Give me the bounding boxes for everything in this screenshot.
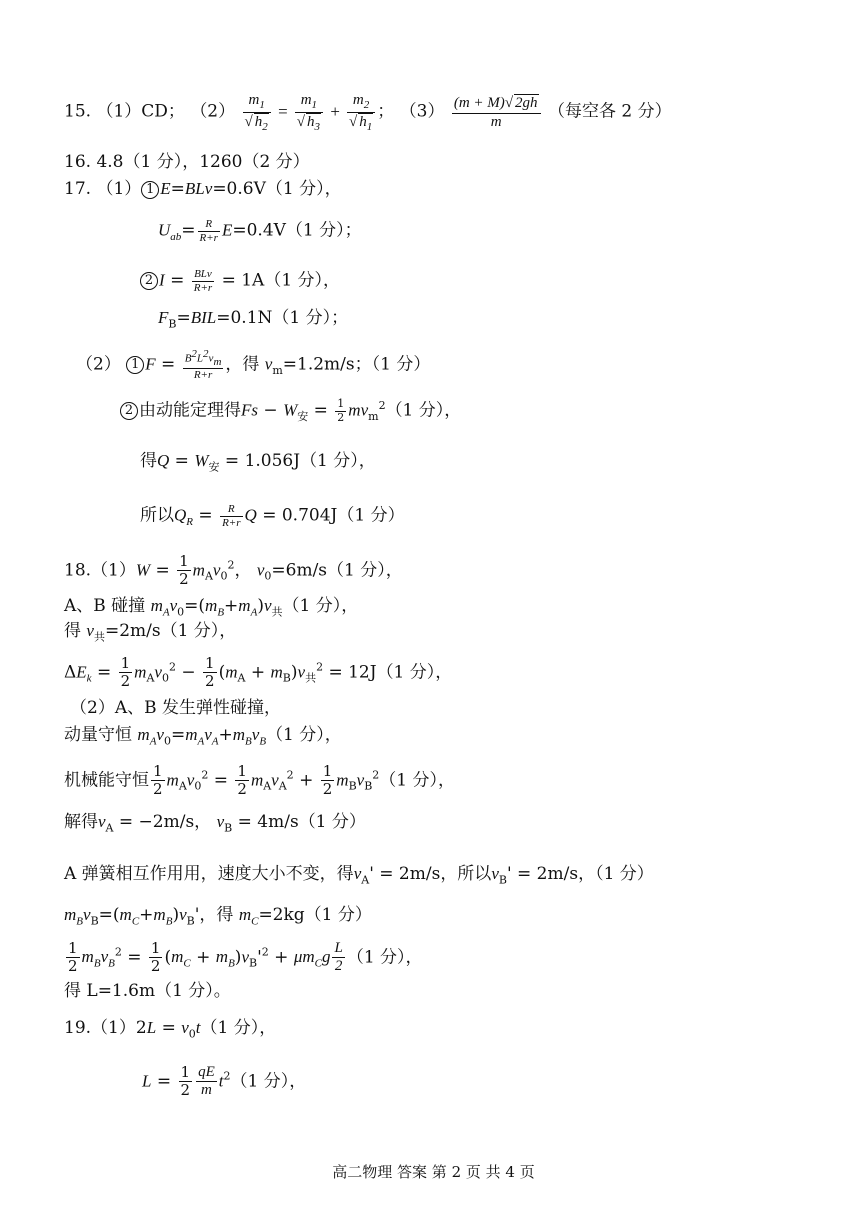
q15-line: 15. （1）CD； （2） $\frac{m_1}{√ h_2}$ = $\frac{m_1}{√ h_3}$ + $\frac{m_2}{√ h_1}$ ； （3） $\frac{(m + M)√ 2gh}{m}$ （每空各 2 分） bbox=[64, 92, 672, 133]
q18-line-9: A 弹簧相互作用用，速度大小不变，得$v_A' = 2m/s$，所以$v_B' = 2m/s$，（1 分） bbox=[64, 864, 654, 887]
q17-line-6: 2 由动能定理得$Fs - W_安$ = $\frac{1}{2}$ $mv_m^2(1$ 分）， bbox=[120, 398, 461, 424]
q19-line-1: $19.(1)2L = v_0t(1$ 分）， bbox=[64, 1018, 277, 1041]
q18-line-6: 动量守恒 $m_Av_0=m_Av_A+m_Bv_B(1$ 分）， bbox=[64, 725, 342, 748]
q15-part3-label: （3） bbox=[399, 101, 445, 122]
q19-line-2: L = $\frac{1}{2}$ $\frac{qE}{m}$ $t^2(1$ 分）， bbox=[142, 1063, 307, 1100]
circled-2-icon: 2 bbox=[140, 272, 158, 290]
q18-line-4: $\Delta E_k$ = $\frac{1}{2}$ $m_Av_0^2$ − $\frac{1}{2}$ $(m_A + m_B)v_共^2 = 12J(1$ 分）， bbox=[64, 654, 453, 691]
q17-eq-emf: E bbox=[160, 179, 171, 198]
q17-line-3: 2 I = $\frac{\text{BLv}}{R+r}$ = 1A（1 分）， bbox=[140, 268, 340, 294]
q17-part1-label: （1） bbox=[96, 179, 142, 199]
q18-line-7: 机械能守恒 $\frac{1}{2}$ $m_Av_0^2$ = $\frac{1}{2}$ $m_Av_A^2$ + $\frac{1}{2}$ $m_Bv_B^2(1$ 分）， bbox=[64, 762, 456, 799]
q15-score-note: （每空各 2 分） bbox=[547, 101, 672, 122]
q18-line-1: 18.（1）W = $\frac{1}{2}$ $m_Av_0^2$， $v_0=6m/s(1$ 分）， bbox=[64, 552, 403, 589]
q15-number: 15. bbox=[64, 101, 92, 122]
page-footer: 高二物理 答案 第 2 页 共 4 页 bbox=[332, 1163, 535, 1181]
q17-line-2: $U_{ab}=$ $\frac{R}{R+r}$ E=0.4V（1 分）； bbox=[158, 218, 362, 244]
q18-line-3: 得 $v_共=2m/s(1$ 分）， bbox=[64, 621, 237, 644]
q17-line-1: 17. （1） 1 E=BLv=0.6V（1 分）， bbox=[64, 179, 342, 199]
q17-number: 17. bbox=[64, 179, 92, 199]
q18-line-12: 得 L=1.6m（1 分）。 bbox=[64, 981, 231, 1001]
q15-formula-2: $\frac{m_1}{√ h_2}$ = $\frac{m_1}{√ h_3}$ + $\frac{m_2}{√ h_1}$ bbox=[241, 102, 378, 121]
q17-part2-label: （2） bbox=[76, 354, 121, 375]
q15-formula-3: $\frac{(m + M)√ 2gh}{m}$ bbox=[450, 102, 543, 121]
q15-part1: （1）CD； bbox=[96, 101, 185, 122]
q18-line-10: $m_Bv_B=(m_C+m_B)v_B'$，得 $m_C=2kg(1$ 分） bbox=[64, 905, 372, 928]
circled-2-icon: 2 bbox=[120, 402, 138, 420]
circled-1-icon: 1 bbox=[141, 181, 159, 199]
q18-line-11: $\frac{1}{2}$ $m_Bv_B^2$ = $\frac{1}{2}$ $(m_C + m_B)v_B'^2 + \mu m_Cg$ $\frac{L}{2}$ （1 分）， bbox=[68, 939, 423, 976]
q17-line-8: 所以$Q_R$ = $\frac{R}{R+r}$ Q = 0.704J（1 分） bbox=[140, 503, 405, 529]
q15-part2-label: （2） bbox=[190, 101, 236, 122]
q18-line-2: A、B 碰撞 $m_Av_0=(m_B+m_A)v_共(1$ 分）， bbox=[64, 596, 359, 619]
circled-1-icon: 1 bbox=[126, 356, 144, 374]
q18-line-8: 解得$v_A = -2m/s$， $v_B = 4m/s(1$ 分） bbox=[64, 812, 366, 835]
q17-line-4: $F_B=BIL=0.1N(1$ 分）； bbox=[158, 308, 349, 331]
q16-line: 16. 4.8（1 分），1260（2 分） bbox=[64, 152, 310, 172]
q17-line-7: 得$Q = W_安 = 1.056J(1$ 分）， bbox=[140, 451, 376, 474]
q17-line-5: （2） 1 F = $\frac{B^2L^2v_m}{R+r}$ ，得 $v_m=1.2m/s$；（1 分） bbox=[76, 348, 431, 382]
q18-line-5: （2）A、B 发生弹性碰撞， bbox=[70, 698, 281, 718]
